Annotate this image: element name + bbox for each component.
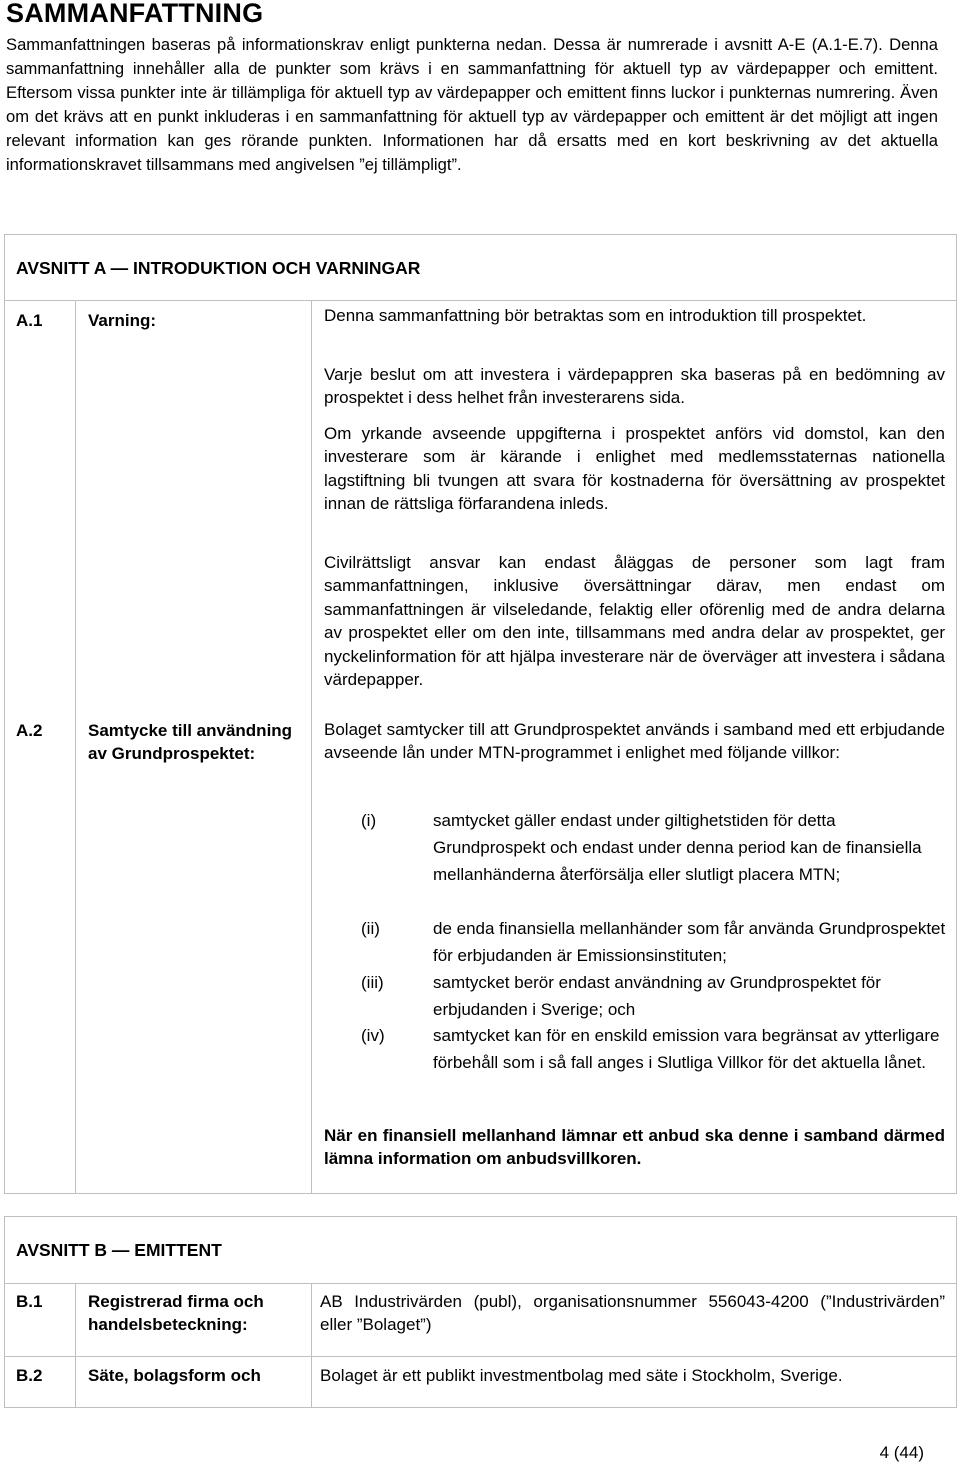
list-item-number: (iii) <box>361 973 384 992</box>
a1-paragraph-1: Denna sammanfattning bör betraktas som en introduktion till prospektet. <box>324 306 867 325</box>
b2-text: Bolaget är ett publikt investmentbolag med säte i Stockholm, Sverige. <box>320 1366 843 1385</box>
a2-number: A.2 <box>16 721 43 740</box>
section-b-heading: AVSNITT B — EMITTENT <box>16 1240 222 1260</box>
section-b-row-divider <box>4 1356 957 1357</box>
a1-paragraph-3: Om yrkande avseende uppgifterna i prospektet anförs vid domstol, kan den investerare som är kärande i enlighet med medlemsstaternas nationella lagstiftning bli tvungen att svara för kostnaderna för översättning av prospektet innan de rättsliga förfarandena inleds. <box>324 424 945 514</box>
b2-number: B.2 <box>16 1366 43 1385</box>
page-number: 4 (44) <box>879 1443 924 1462</box>
section-b-heading-divider <box>4 1283 957 1284</box>
section-b-col-divider-2 <box>311 1283 312 1408</box>
a1-paragraph-2: Varje beslut om att investera i värdepappren ska baseras på en bedömning av prospektet i dess helhet från investerarens sida. <box>324 365 945 408</box>
a2-label: Samtycke till användning av Grundprospektet: <box>88 721 293 763</box>
document-title: SAMMANFATTNING <box>6 0 264 28</box>
list-item-number: (iv) <box>361 1026 385 1045</box>
a2-paragraph: Bolaget samtycker till att Grundprospektet används i samband med ett erbjudande avseende lån under MTN-programmet i enlighet med följande villkor: <box>324 720 945 763</box>
b1-text: AB Industrivärden (publ), organisationsnummer 556043-4200 (”Industrivärden” eller ”Bolaget”) <box>320 1292 945 1335</box>
a2-note: När en finansiell mellanhand lämnar ett anbud ska denne i samband därmed lämna information om anbudsvillkoren. <box>324 1126 945 1169</box>
list-item-number: (ii) <box>361 919 380 938</box>
a1-label: Varning: <box>88 311 157 330</box>
list-item-number: (i) <box>361 811 377 830</box>
list-item-text: samtycket kan för en enskild emission vara begränsat av ytterligare förbehåll som i så fall anges i Slutliga Villkor för det aktuella lånet. <box>433 1026 940 1072</box>
intro-paragraph: Sammanfattningen baseras på informationskrav enligt punkterna nedan. Dessa är numrerade i avsnitt A-E (A.1-E.7). Denna sammanfattning innehåller alla de punkter som krävs i en sammanfattning för aktuell typ av värdepapper och emittent. Eftersom vissa punkter inte är tillämpliga för aktuell typ av värdepapper och emittent finns luckor i punkternas numrering. Även om det krävs att en punkt inkluderas i en sammanfattning för aktuell typ av värdepapper och emittent är det möjligt att ingen relevant information kan ges rörande punkten. Informationen har då ersatts med en kort beskrivning av det aktuella informationskravet tillsammans med angivelsen ”ej tillämpligt”. <box>6 35 938 174</box>
section-a-heading: AVSNITT A — INTRODUKTION OCH VARNINGAR <box>16 258 421 278</box>
section-a-col-divider-2 <box>311 300 312 1194</box>
b1-label: Registrerad firma och handelsbeteckning: <box>88 1292 264 1334</box>
a1-number: A.1 <box>16 311 43 330</box>
section-a-col-divider-1 <box>75 300 76 1194</box>
list-item-text: de enda finansiella mellanhänder som får använda Grundprospektet för erbjudanden är Emissionsinstituten; <box>433 919 946 965</box>
a1-paragraph-4: Civilrättsligt ansvar kan endast åläggas de personer som lagt fram sammanfattningen, inklusive översättningar därav, men endast om sammanfattningen är vilseledande, felaktig eller oförenlig med de andra delarna av prospektet eller om den inte, tillsammans med andra delar av prospektet, ger nyckelinformation för att hjälpa investerare när de överväger att investera i sådana värdepapper. <box>324 553 945 690</box>
section-a-heading-divider <box>4 300 957 301</box>
section-b-col-divider-1 <box>75 1283 76 1408</box>
b2-label: Säte, bolagsform och <box>88 1366 261 1385</box>
list-item-text: samtycket berör endast användning av Grundprospektet för erbjudanden i Sverige; och <box>433 973 881 1019</box>
list-item-text: samtycket gäller endast under giltighetstiden för detta Grundprospekt och endast under denna period kan de finansiella mellanhänderna återförsälja eller slutligt placera MTN; <box>433 811 922 884</box>
b1-number: B.1 <box>16 1292 43 1311</box>
